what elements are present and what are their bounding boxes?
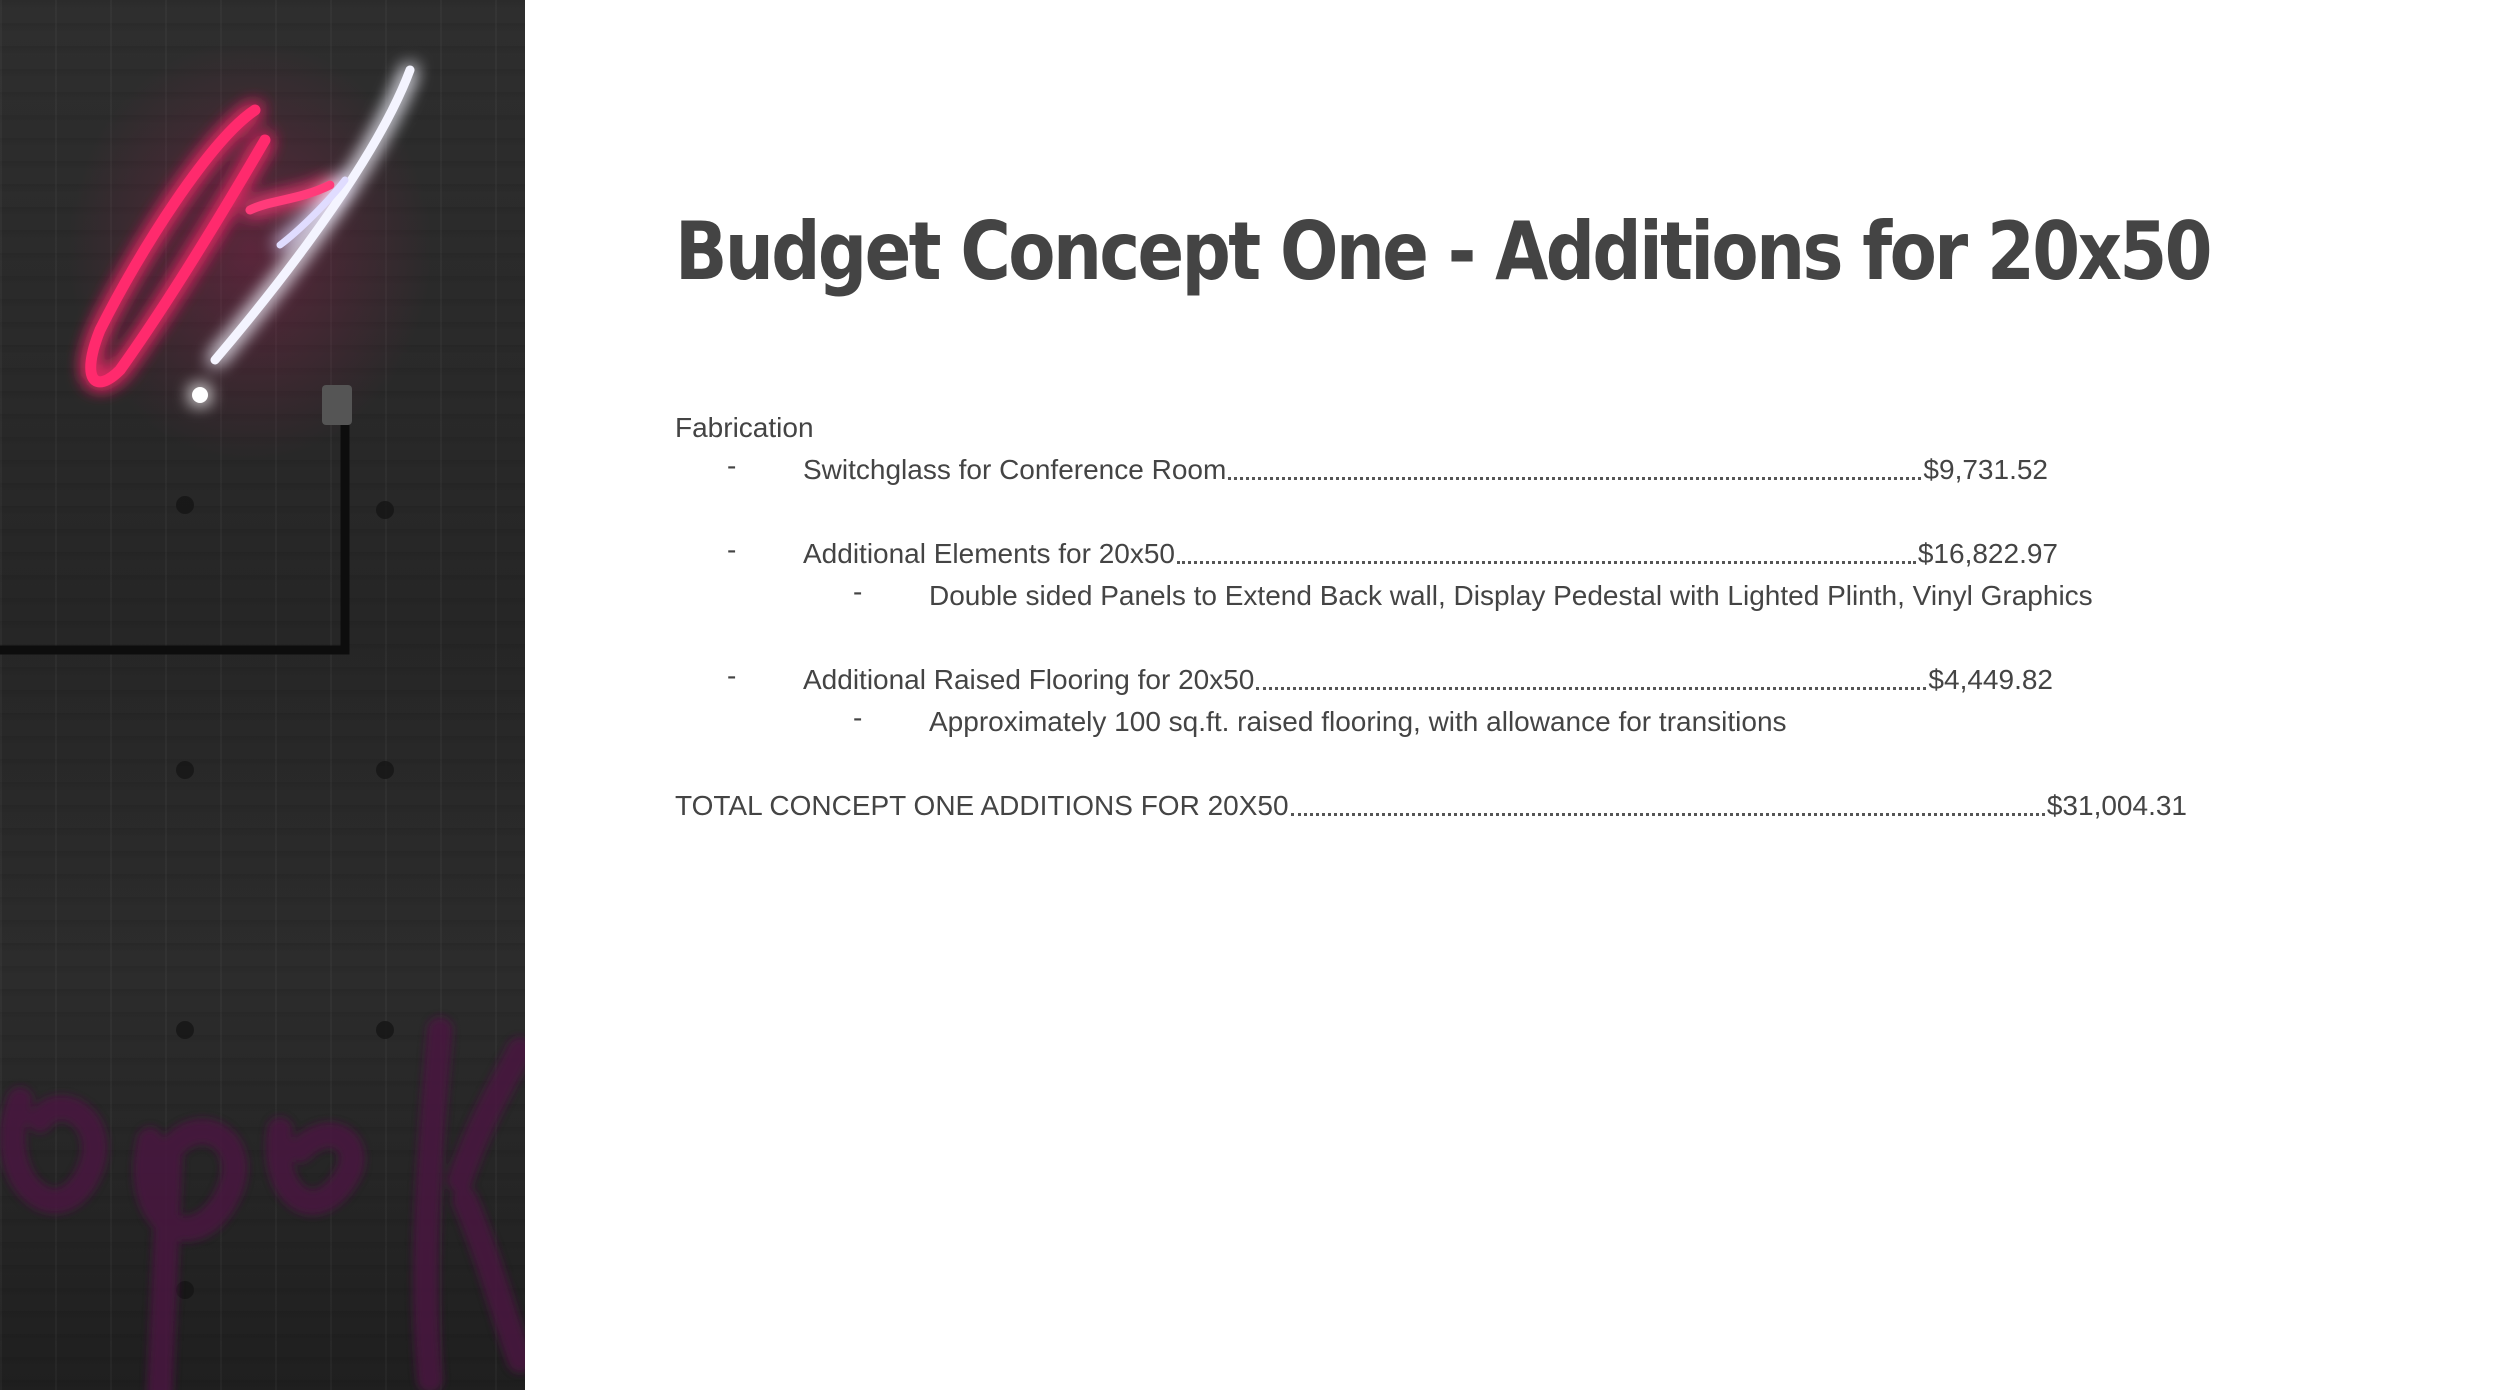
dot-leader [1291,786,2045,826]
line-item-amount: $16,822.97 [1917,538,2058,569]
line-item [803,534,2058,574]
line-item [803,450,2048,490]
dot-leader [1256,660,1926,700]
line-item-detail: Double sided Panels to Extend Back wall, Display Pedestal with Lighted Plinth, Vinyl Graphics [929,580,2093,611]
total-label: TOTAL CONCEPT ONE ADDITIONS FOR 20X50 [675,790,1289,821]
sub-bullet-dash: - [853,576,863,607]
line-item-label: Switchglass for Conference Room [803,454,1227,485]
section-label: Fabrication [675,412,814,443]
bullet-dash: - [727,450,737,481]
bullet-dash: - [727,534,737,565]
dot-leader [1177,534,1916,574]
slide-title: Budget Concept One - Additions for 20x50 [675,205,2210,298]
total-line [675,786,2187,826]
line-item-amount: $9,731.52 [1923,454,2048,485]
line-item-amount: $4,449.82 [1928,664,2053,695]
sub-bullet-dash: - [853,702,863,733]
line-item [803,660,2053,700]
total-amount: $31,004.31 [2046,790,2187,821]
line-item-detail: Approximately 100 sq.ft. raised flooring, with allowance for transitions [929,706,1787,737]
neon-sign-illustration [0,0,525,1390]
bullet-dash: - [727,660,737,691]
line-item-label: Additional Raised Flooring for 20x50 [803,664,1255,695]
decorative-neon-photo [0,0,525,1390]
dot-leader [1228,450,1921,490]
line-item-label: Additional Elements for 20x50 [803,538,1175,569]
